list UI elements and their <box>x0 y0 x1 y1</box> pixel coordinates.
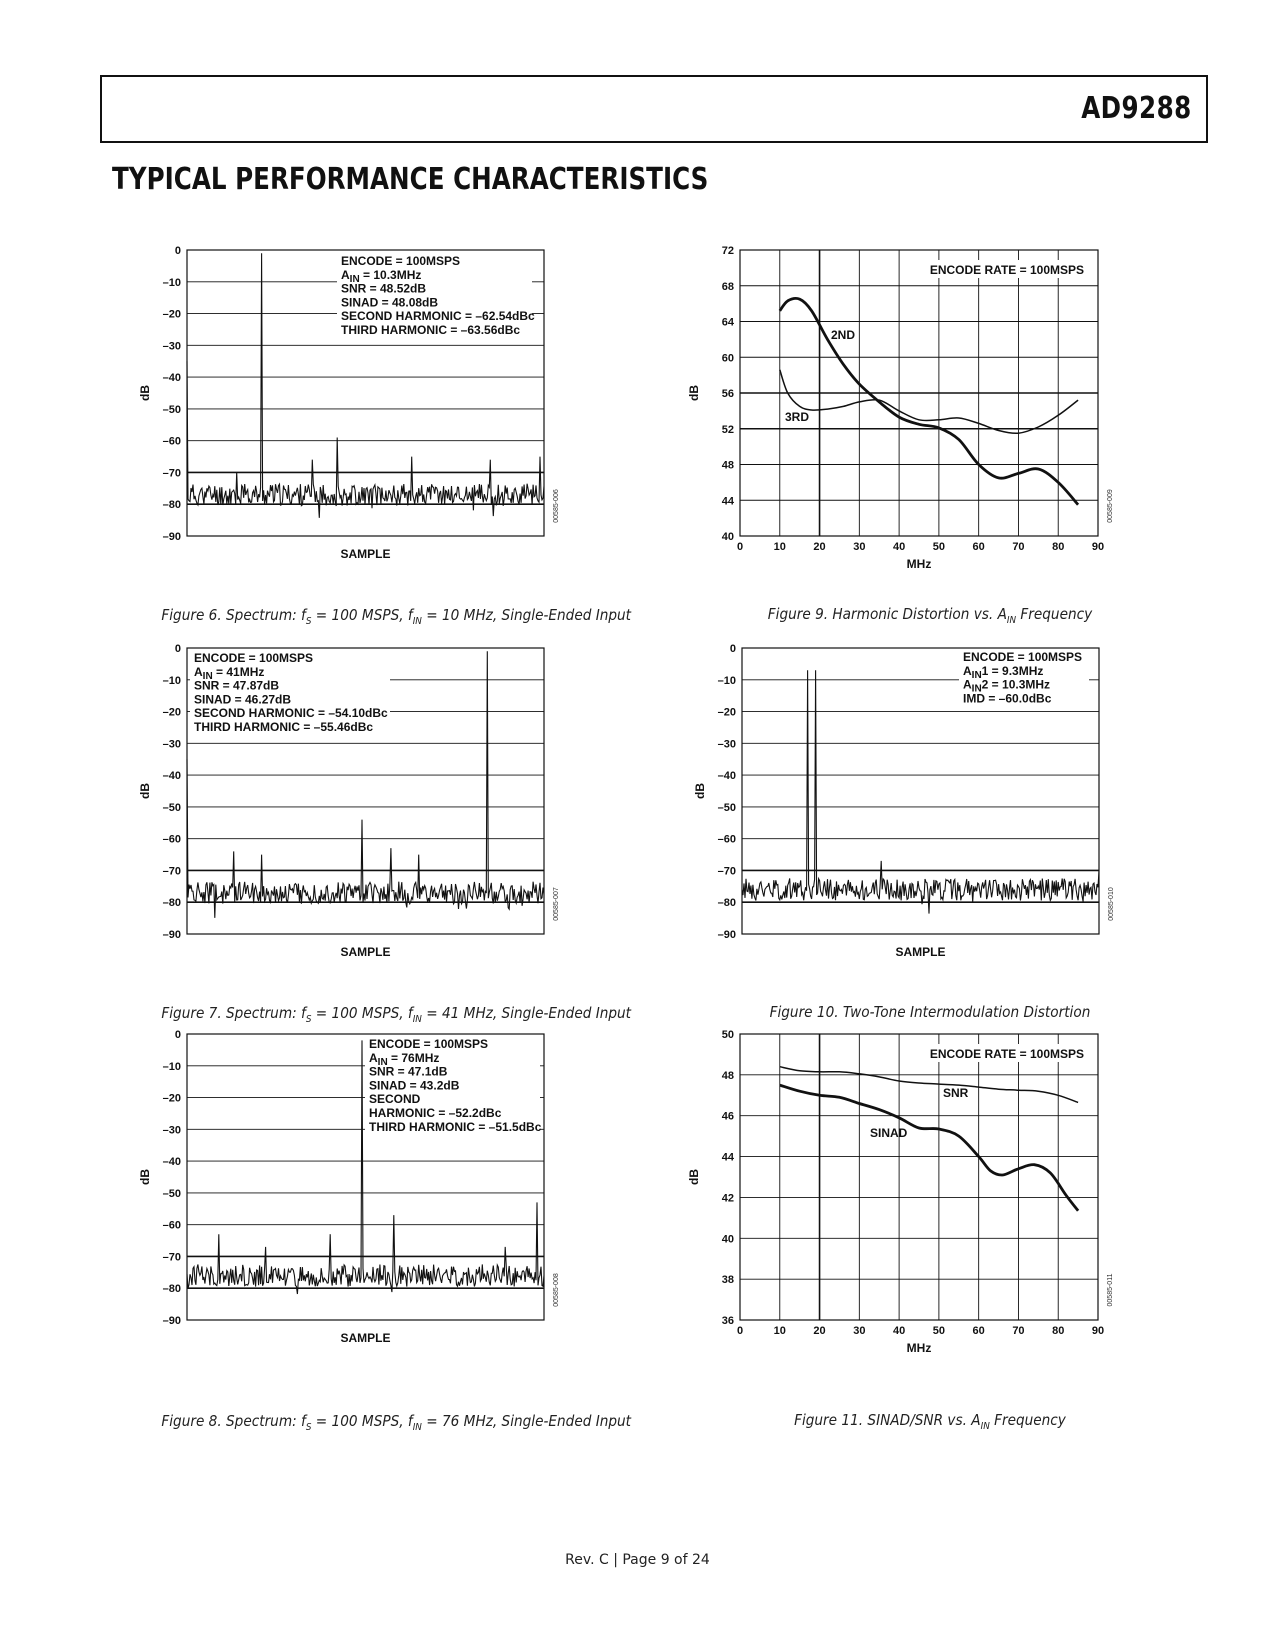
y-tick-label: –70 <box>717 865 736 878</box>
figure-code: 00585-008 <box>553 1273 560 1307</box>
annotation-line: THIRD HARMONIC = –51.5dBc <box>369 1119 542 1134</box>
spectrum-plot <box>690 643 1130 973</box>
y-tick-label: –20 <box>717 706 736 719</box>
y-tick-label: –30 <box>162 738 181 751</box>
annotation-line: ENCODE = 100MSPS <box>963 650 1083 664</box>
annotation-line: SECOND HARMONIC = –54.10dBc <box>194 706 388 721</box>
x-tick-label: 60 <box>972 1325 985 1337</box>
y-tick-label: –90 <box>162 929 181 941</box>
figure-code: 00585-011 <box>1107 1273 1114 1307</box>
x-tick-label: 40 <box>892 1325 906 1337</box>
y-tick-label: –70 <box>162 1251 181 1264</box>
y-tick-label: 0 <box>174 1029 181 1041</box>
spectrum-plot <box>135 643 575 973</box>
y-tick-label: 0 <box>174 643 181 655</box>
x-tick-label: 70 <box>1012 1325 1025 1337</box>
annotation-line: SECOND HARMONIC = –62.54dBc <box>341 309 535 324</box>
y-tick-label: –60 <box>717 833 736 846</box>
annotation-block <box>365 1036 542 1139</box>
x-tick-label: 0 <box>736 541 744 553</box>
x-tick-label: 20 <box>813 541 826 553</box>
x-tick-label: 30 <box>853 541 866 553</box>
part-number: AD9288 <box>1081 91 1192 126</box>
y-tick-label: –80 <box>162 897 181 910</box>
y-tick-label: –20 <box>162 308 181 321</box>
chart-title: ENCODE RATE = 100MSPS <box>929 263 1084 277</box>
y-tick-label: 48 <box>721 459 734 472</box>
x-tick-label: 60 <box>972 541 985 553</box>
y-tick-label: –90 <box>162 1315 181 1327</box>
x-tick-label: 80 <box>1052 1325 1065 1337</box>
series-3rd-line <box>780 370 1078 434</box>
y-tick-label: –70 <box>162 467 181 480</box>
x-tick-label: 0 <box>736 1325 744 1337</box>
y-axis-label: dB <box>138 783 152 799</box>
y-tick-label: –60 <box>162 435 181 448</box>
annotation-line: HARMONIC = –52.2dBc <box>369 1106 502 1120</box>
annotation-line: SNR = 47.1dB <box>369 1064 448 1079</box>
annotation-line: SNR = 48.52dB <box>341 281 427 296</box>
x-axis-label: SAMPLE <box>340 945 391 959</box>
section-title: TYPICAL PERFORMANCE CHARACTERISTICS <box>112 162 709 197</box>
x-tick-label: 70 <box>1012 541 1025 553</box>
annotation-block <box>337 253 535 342</box>
annotation-line: THIRD HARMONIC = –55.46dBc <box>194 720 374 734</box>
y-tick-label: –20 <box>162 1092 181 1105</box>
y-tick-label: 52 <box>721 423 734 436</box>
annotation-line: SINAD = 43.2dB <box>369 1078 460 1093</box>
y-tick-label: –40 <box>162 372 181 385</box>
y-tick-label: 38 <box>721 1274 734 1287</box>
y-tick-label: 72 <box>721 245 734 257</box>
y-tick-label: –90 <box>162 531 181 543</box>
x-tick-label: 30 <box>853 1325 866 1337</box>
figure-code: 00585-010 <box>1108 887 1115 921</box>
annotation-line: SECOND <box>369 1092 421 1107</box>
caption-fig7: Figure 7. Spectrum: $f_S = 100$ MSPS, $f_{IN} = 41$ MHz, Single-Ended Input <box>161 1004 632 1026</box>
x-tick-label: 80 <box>1052 541 1065 553</box>
chart-fig9 <box>687 245 1170 575</box>
annotation-line: SINAD = 48.08dB <box>341 295 439 310</box>
y-tick-label: 0 <box>174 245 181 257</box>
y-tick-label: 40 <box>721 531 734 543</box>
annotation-line: $A_{IN}1 = 9.3MHz$ <box>963 663 1044 681</box>
y-tick-label: –50 <box>162 403 181 416</box>
y-tick-label: 68 <box>721 280 734 293</box>
y-tick-label: –80 <box>717 897 736 910</box>
caption-fig6: Figure 6. Spectrum: $f_S = 100$ MSPS, $f_{IN} = 10$ MHz, Single-Ended Input <box>161 606 632 628</box>
caption-fig10: Figure 10. Two-Tone Intermodulation Distortion <box>769 1003 1091 1021</box>
y-tick-label: –50 <box>717 801 736 814</box>
y-tick-label: 48 <box>721 1069 734 1082</box>
annotation-line: ENCODE = 100MSPS <box>194 651 314 665</box>
annotation-line: ENCODE = 100MSPS <box>341 254 461 268</box>
y-tick-label: –60 <box>162 1219 181 1232</box>
header-box <box>100 75 1208 143</box>
annotation-line: $A_{IN} = 41MHz$ <box>194 664 265 682</box>
chart-title: ENCODE RATE = 100MSPS <box>929 1047 1084 1061</box>
annotation-line: SNR = 47.87dB <box>194 678 280 693</box>
caption-fig8: Figure 8. Spectrum: $f_S = 100$ MSPS, $f_{IN} = 76$ MHz, Single-Ended Input <box>161 1412 632 1434</box>
y-tick-label: –10 <box>162 276 181 289</box>
y-tick-label: –80 <box>162 499 181 512</box>
y-tick-label: –40 <box>162 1156 181 1169</box>
annotation-block <box>190 650 390 739</box>
annotation-line: $A_{IN} = 76MHz$ <box>369 1050 440 1068</box>
y-tick-label: –30 <box>162 1124 181 1137</box>
annotation-block <box>959 649 1089 710</box>
x-tick-label: 10 <box>773 1325 786 1337</box>
x-tick-label: 90 <box>1091 1325 1105 1337</box>
x-tick-label: 20 <box>813 1325 826 1337</box>
line-plot <box>687 245 1170 575</box>
x-axis-label: SAMPLE <box>895 945 946 959</box>
y-axis-label: dB <box>687 1169 701 1185</box>
x-tick-label: 90 <box>1091 541 1105 553</box>
y-axis-label: dB <box>138 385 152 401</box>
spectrum-plot <box>135 1029 575 1359</box>
series-snr-label: SNR <box>943 1086 969 1100</box>
figure-code: 00585-007 <box>553 887 560 921</box>
x-tick-label: 50 <box>932 541 946 553</box>
series-2nd-line <box>780 298 1078 504</box>
y-tick-label: –10 <box>717 674 736 687</box>
y-tick-label: 42 <box>721 1192 734 1205</box>
series-2nd-label: 2ND <box>831 328 856 342</box>
y-tick-label: –80 <box>162 1283 181 1296</box>
y-tick-label: 50 <box>721 1029 734 1041</box>
y-tick-label: –90 <box>717 929 736 941</box>
annotation-line: THIRD HARMONIC = –63.56dBc <box>341 323 521 337</box>
y-tick-label: –10 <box>162 674 181 687</box>
y-tick-label: 56 <box>721 388 734 400</box>
series-sinad-line <box>780 1085 1078 1211</box>
y-tick-label: –40 <box>162 770 181 783</box>
x-tick-label: 40 <box>892 541 906 553</box>
y-tick-label: 36 <box>721 1315 734 1327</box>
chart-fig10 <box>690 643 1130 973</box>
y-tick-label: –60 <box>162 833 181 846</box>
y-tick-label: –30 <box>717 738 736 751</box>
x-axis-label: SAMPLE <box>340 1331 391 1345</box>
chart-fig6 <box>135 245 575 575</box>
x-tick-label: 10 <box>773 541 786 553</box>
y-tick-label: 44 <box>721 1151 734 1164</box>
y-axis-label: dB <box>138 1169 152 1185</box>
x-axis-label: MHz <box>906 1341 932 1355</box>
annotation-line: SINAD = 46.27dB <box>194 692 292 707</box>
y-tick-label: 64 <box>721 316 734 329</box>
series-sinad-label: SINAD <box>870 1126 908 1140</box>
plot-frame <box>740 1034 1098 1320</box>
y-tick-label: –50 <box>162 801 181 814</box>
chart-fig11 <box>687 1029 1170 1359</box>
figure-code: 00585-006 <box>553 489 560 523</box>
y-tick-label: –10 <box>162 1060 181 1073</box>
spectrum-plot <box>135 245 575 575</box>
annotation-line: IMD = –60.0dBc <box>963 691 1052 706</box>
y-tick-label: –50 <box>162 1187 181 1200</box>
x-axis-label: SAMPLE <box>340 547 391 561</box>
caption-fig11: Figure 11. SINAD/SNR vs. $A_{IN}$ Frequency <box>794 1411 1066 1433</box>
y-tick-label: 60 <box>721 352 734 365</box>
y-tick-label: 0 <box>729 643 736 655</box>
y-tick-label: 44 <box>721 495 734 508</box>
annotation-line: $A_{IN}2 = 10.3MHz$ <box>963 677 1051 695</box>
y-tick-label: 46 <box>721 1110 734 1123</box>
y-axis-label: dB <box>693 783 707 799</box>
y-axis-label: dB <box>687 385 701 401</box>
annotation-line: $A_{IN} = 10.3MHz$ <box>341 267 422 285</box>
y-tick-label: –30 <box>162 340 181 353</box>
x-tick-label: 50 <box>932 1325 946 1337</box>
y-tick-label: –70 <box>162 865 181 878</box>
chart-fig8 <box>135 1029 575 1359</box>
y-tick-label: –20 <box>162 706 181 719</box>
line-plot <box>687 1029 1170 1359</box>
x-axis-label: MHz <box>906 557 932 571</box>
y-tick-label: –40 <box>717 770 736 783</box>
page-footer: Rev. C | Page 9 of 24 <box>565 1552 710 1568</box>
chart-fig7 <box>135 643 575 973</box>
annotation-line: ENCODE = 100MSPS <box>369 1037 489 1051</box>
figure-code: 00585-009 <box>1107 489 1114 523</box>
y-tick-label: 40 <box>721 1233 734 1246</box>
caption-fig9: Figure 9. Harmonic Distortion vs. $A_{IN}$ Frequency <box>767 605 1093 627</box>
series-3rd-label: 3RD <box>785 410 810 424</box>
